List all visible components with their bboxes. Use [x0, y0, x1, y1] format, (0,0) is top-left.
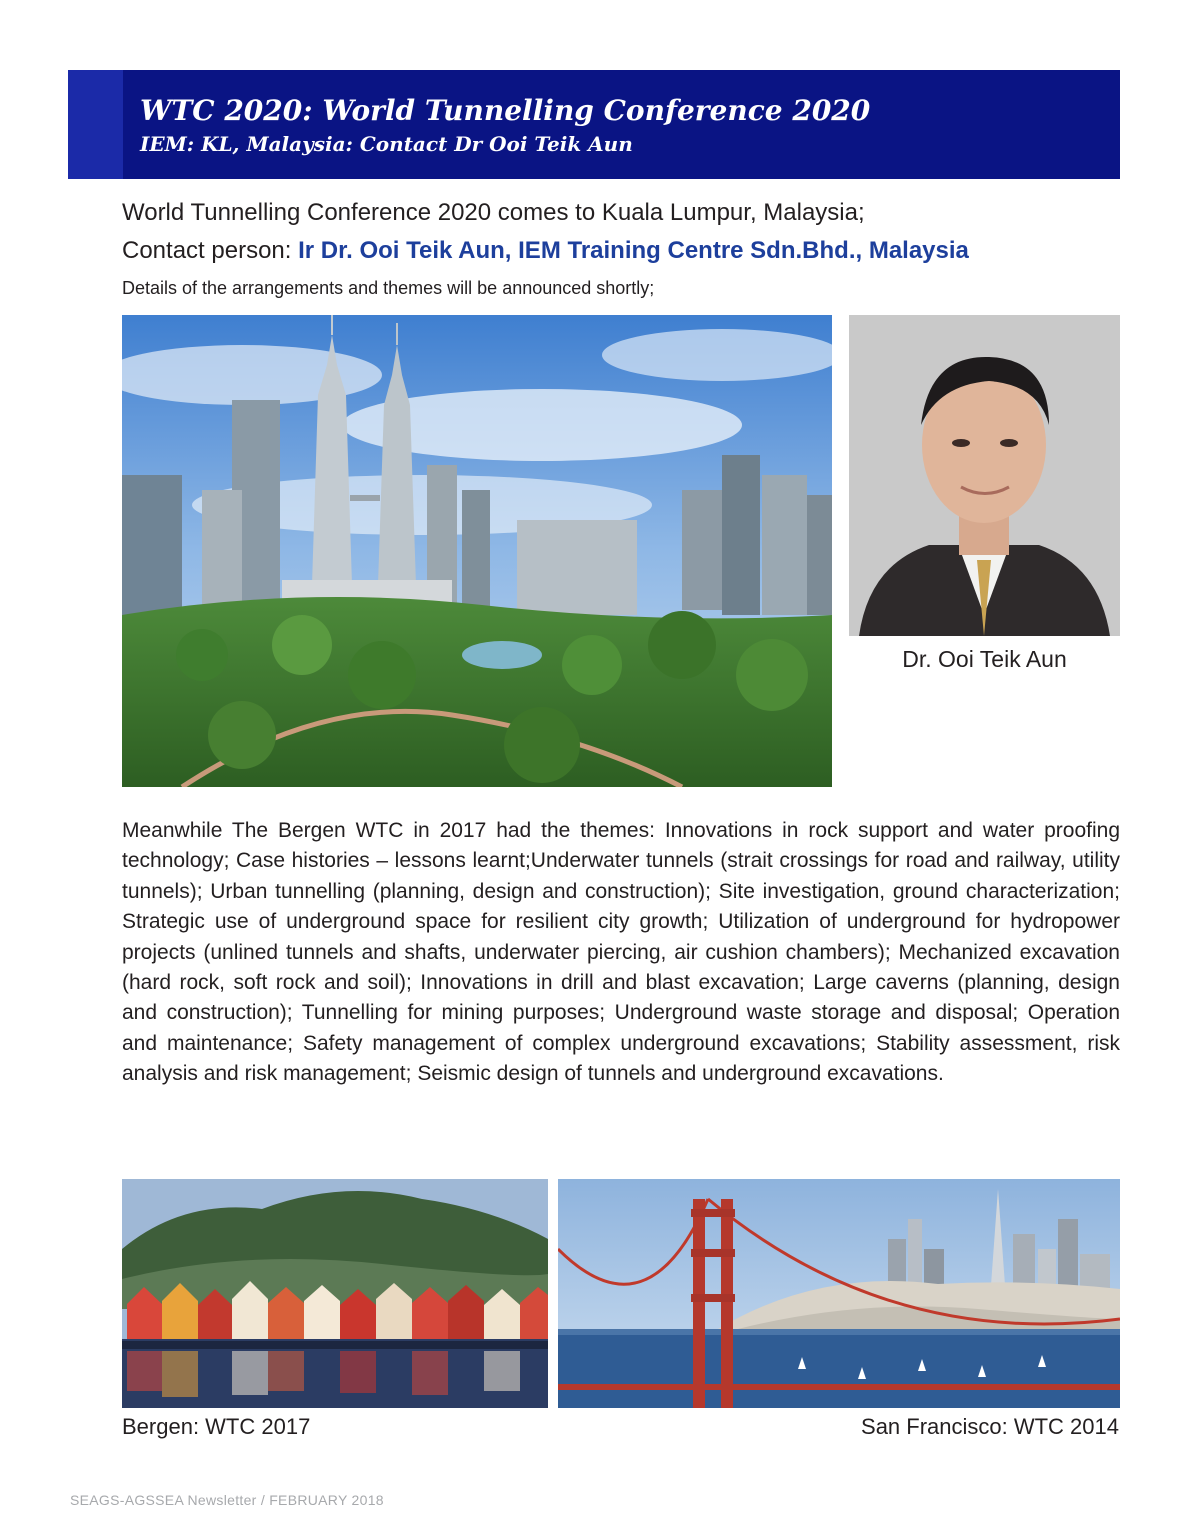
- bergen-harbour-photo: [122, 1179, 548, 1408]
- intro-line-announcement: World Tunnelling Conference 2020 comes to Kuala Lumpur, Malaysia;: [122, 199, 865, 226]
- header-accent-bar: [68, 70, 123, 179]
- page-subtitle: IEM: KL, Malaysia: Contact Dr Ooi Teik Aun: [140, 132, 633, 156]
- san-francisco-caption: San Francisco: WTC 2014: [861, 1414, 1119, 1439]
- kuala-lumpur-skyline-photo: [122, 315, 832, 787]
- san-francisco-photo: [558, 1179, 1120, 1408]
- bergen-caption: Bergen: WTC 2017: [122, 1414, 311, 1439]
- contact-name: Ir Dr. Ooi Teik Aun, IEM Training Centre Sdn.Bhd., Malaysia: [298, 237, 969, 264]
- portrait-photo: [849, 315, 1120, 636]
- themes-paragraph: Meanwhile The Bergen WTC in 2017 had the themes: Innovations in rock support and water proofing technology; Case histories – lessons learnt;Underwater tunnels (strait crossings for road and railway, utility tunnels); Urban tunnelling (planning, design and construction); Site investigation, ground characterization; Strategic use of underground space for resilient city growth; Utilization of underground for hydropower projects (unlined tunnels and shafts, underwater piercing, air cushion chambers); Mechanized excavation (hard rock, soft rock and soil); Innovations in drill and blast excavation; Large caverns (planning, design and construction); Tunnelling for mining purposes; Underground waste storage and disposal; Operation and maintenance; Safety management of complex underground excavations; Stability assessment, risk analysis and risk management; Seismic design of tunnels and underground excavations.: [122, 819, 1120, 1086]
- newsletter-footer: SEAGS-AGSSEA Newsletter / FEBRUARY 2018: [70, 1492, 384, 1508]
- intro-line-contact: [122, 237, 969, 265]
- page-title: WTC 2020: World Tunnelling Conference 2020: [140, 94, 871, 127]
- portrait-caption: Dr. Ooi Teik Aun: [902, 646, 1067, 672]
- intro-line-details: Details of the arrangements and themes will be announced shortly;: [122, 278, 655, 298]
- contact-label: Contact person:: [122, 237, 299, 264]
